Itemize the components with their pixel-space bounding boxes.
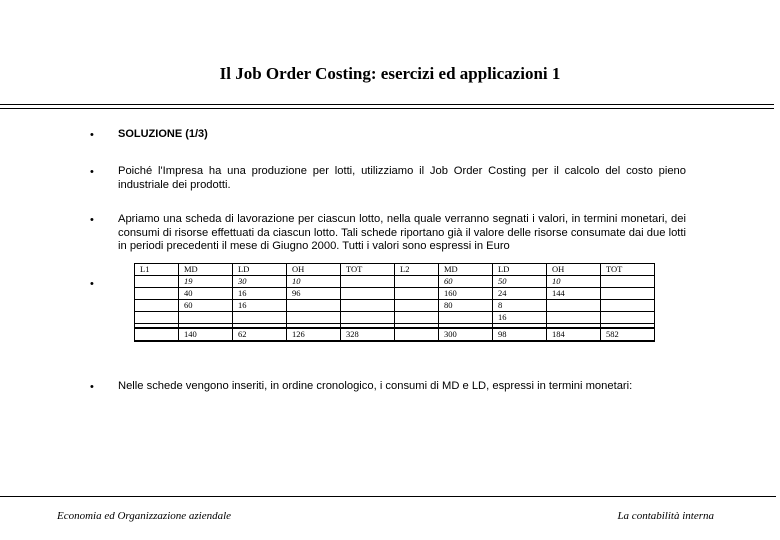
table-header-cell: MD xyxy=(179,264,233,276)
table-header-cell: TOT xyxy=(341,264,395,276)
table-cell xyxy=(601,300,655,312)
table-cell: 96 xyxy=(287,288,341,300)
table-cell xyxy=(135,312,179,324)
table-total-cell: 300 xyxy=(439,328,493,341)
table-cell xyxy=(287,312,341,324)
table-cell xyxy=(547,300,601,312)
table-total-cell: 184 xyxy=(547,328,601,341)
table-cell xyxy=(601,288,655,300)
table-cell: 8 xyxy=(493,300,547,312)
table-header-cell: OH xyxy=(287,264,341,276)
table-cell xyxy=(395,288,439,300)
table-cell xyxy=(179,312,233,324)
footer-course-title: Economia ed Organizzazione aziendale xyxy=(57,510,232,522)
table-cell: 40 xyxy=(179,288,233,300)
table-header-cell: LD xyxy=(233,264,287,276)
table-cell: 16 xyxy=(233,300,287,312)
bullet-marker: • xyxy=(90,381,94,393)
table-total-cell: 98 xyxy=(493,328,547,341)
table-cell xyxy=(135,300,179,312)
table-total-cell xyxy=(395,328,439,341)
title-rule-bottom xyxy=(0,108,774,109)
table-row xyxy=(135,276,655,288)
table-cell xyxy=(287,300,341,312)
table-row xyxy=(135,300,655,312)
solution-heading: SOLUZIONE (1/3) xyxy=(118,128,208,140)
table-header-row xyxy=(135,264,655,276)
table-cell: 144 xyxy=(547,288,601,300)
table-cell: 16 xyxy=(493,312,547,324)
table-total-cell: 140 xyxy=(179,328,233,341)
table-row xyxy=(135,288,655,300)
job-cost-sheet-table xyxy=(134,263,655,342)
table-cell: 16 xyxy=(233,288,287,300)
footer-section-title: La contabilità interna xyxy=(617,510,714,522)
bullet-marker: • xyxy=(90,214,94,226)
table-header-cell: TOT xyxy=(601,264,655,276)
table-cell xyxy=(601,276,655,288)
table-cell xyxy=(233,312,287,324)
table-cell xyxy=(341,276,395,288)
table-header-cell: L2 xyxy=(395,264,439,276)
table-total-cell: 582 xyxy=(601,328,655,341)
table-cell xyxy=(341,312,395,324)
table-cell xyxy=(135,288,179,300)
table-cell: 24 xyxy=(493,288,547,300)
footer-rule xyxy=(0,496,776,497)
table-cell: 10 xyxy=(547,276,601,288)
table-header-cell: MD xyxy=(439,264,493,276)
table-header-cell: LD xyxy=(493,264,547,276)
table-cell: 80 xyxy=(439,300,493,312)
bullet-marker: • xyxy=(90,129,94,141)
table-cell xyxy=(395,300,439,312)
paragraph-production: Poiché l'Impresa ha una produzione per lotti, utilizziamo il Job Order Costing per il calcolo del costo pieno industriale dei prodotti. xyxy=(118,165,686,191)
table-cell xyxy=(601,312,655,324)
table-cell: 60 xyxy=(179,300,233,312)
table-cell: 19 xyxy=(179,276,233,288)
table-cell xyxy=(439,312,493,324)
bullet-marker: • xyxy=(90,278,94,290)
table-cell xyxy=(135,276,179,288)
page-title: Il Job Order Costing: esercizi ed applicazioni 1 xyxy=(219,64,561,83)
bullet-marker: • xyxy=(90,166,94,178)
table-cell: 160 xyxy=(439,288,493,300)
table-total-row xyxy=(135,328,655,341)
table-cell xyxy=(547,312,601,324)
table-cell: 30 xyxy=(233,276,287,288)
table-header-cell: L1 xyxy=(135,264,179,276)
table-cell xyxy=(341,300,395,312)
table-cell: 50 xyxy=(493,276,547,288)
table-total-cell: 328 xyxy=(341,328,395,341)
table-row xyxy=(135,312,655,324)
table-total-cell: 62 xyxy=(233,328,287,341)
table-cell xyxy=(395,276,439,288)
table-cell xyxy=(395,312,439,324)
paragraph-schede: Apriamo una scheda di lavorazione per ciascun lotto, nella quale verranno segnati i valori, in termini monetari, dei consumi di risorse effettuati da ciascun lotto. Tali schede riportano già il valore delle risorse consumate dai due lotti in periodi precedenti il mese di Giugno 2000. Tutti i valori sono espressi in Euro xyxy=(118,213,686,252)
table-cell xyxy=(341,288,395,300)
table-cell: 10 xyxy=(287,276,341,288)
table-header-cell: OH xyxy=(547,264,601,276)
paragraph-consumi: Nelle schede vengono inseriti, in ordine cronologico, i consumi di MD e LD, espressi in termini monetari: xyxy=(118,380,633,392)
table-total-cell xyxy=(135,328,179,341)
title-rule-top xyxy=(0,104,774,105)
table-total-cell: 126 xyxy=(287,328,341,341)
table-cell: 60 xyxy=(439,276,493,288)
